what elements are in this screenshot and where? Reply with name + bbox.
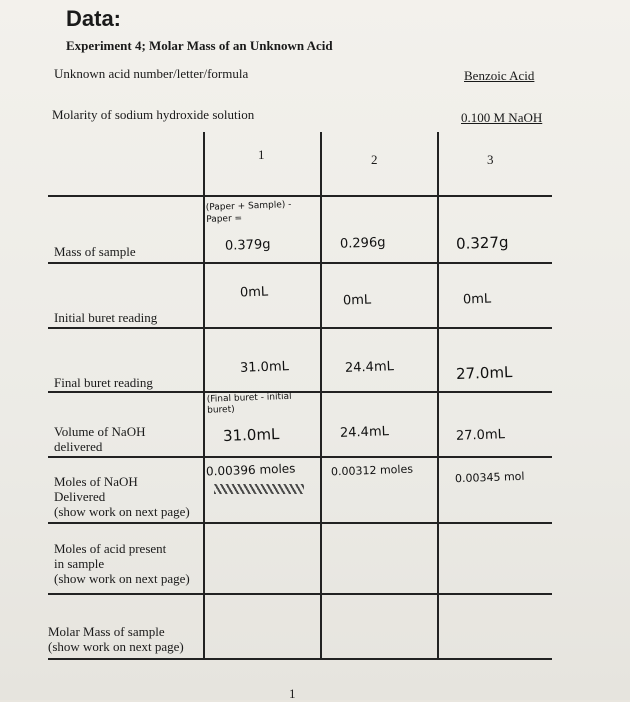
mass-cell-1: 0.379g: [224, 237, 271, 254]
crossed-out-scribble: [214, 484, 304, 494]
volume-note-handwritten: (Final buret - initial buret): [206, 391, 292, 416]
page-number: 1: [289, 686, 296, 701]
table-hline: [48, 262, 552, 264]
table-hline: [48, 327, 552, 329]
molarity-value: 0.100 M NaOH: [461, 110, 543, 125]
row-label-final-buret: Final buret reading: [54, 375, 153, 390]
moles-naoh-cell-2: 0.00312 moles: [330, 462, 414, 479]
table-hline: [48, 456, 552, 458]
mass-cell-2: 0.296g: [339, 235, 386, 252]
unknown-acid-value: Benzoic Acid: [464, 68, 535, 83]
row-label-moles-naoh: Moles of NaOH Delivered (show work on next page): [54, 474, 190, 519]
data-heading: Data:: [66, 6, 122, 31]
table-hline: [48, 522, 552, 524]
molarity-label: Molarity of sodium hydroxide solution: [52, 107, 255, 122]
final-buret-cell-2: 24.4mL: [344, 359, 395, 376]
volume-cell-1: 31.0mL: [222, 425, 280, 445]
row-label-volume: Volume of NaOH delivered: [54, 424, 146, 454]
moles-naoh-cell-1: 0.00396 moles: [205, 461, 296, 479]
volume-cell-2: 24.4mL: [339, 424, 390, 441]
initial-buret-cell-1: 0mL: [239, 284, 269, 301]
moles-naoh-cell-3: 0.00345 mol: [454, 469, 525, 486]
table-hline: [48, 195, 552, 197]
final-buret-cell-1: 31.0mL: [239, 359, 290, 376]
table-vline-2: [320, 132, 322, 660]
table-vline-3: [437, 132, 439, 660]
mass-note-handwritten: (Paper + Sample) - Paper =: [205, 199, 292, 225]
final-buret-cell-3: 27.0mL: [455, 363, 513, 383]
row-label-initial-buret: Initial buret reading: [54, 310, 158, 325]
table-vline-1: [203, 132, 205, 660]
row-label-mass: Mass of sample: [54, 244, 136, 259]
initial-buret-cell-3: 0mL: [462, 291, 492, 308]
table-hline: [48, 658, 552, 660]
volume-cell-3: 27.0mL: [455, 427, 506, 444]
row-label-molar-mass: Molar Mass of sample (show work on next page): [48, 624, 184, 654]
experiment-title: Experiment 4; Molar Mass of an Unknown Acid: [66, 38, 333, 53]
column-header-1: 1: [258, 147, 265, 162]
initial-buret-cell-2: 0mL: [342, 292, 372, 309]
mass-cell-3: 0.327g: [455, 233, 509, 253]
table-hline: [48, 593, 552, 595]
column-header-2: 2: [371, 152, 378, 167]
column-header-3: 3: [487, 152, 494, 167]
row-label-moles-acid: Moles of acid present in sample (show work on next page): [54, 541, 190, 586]
unknown-acid-label: Unknown acid number/letter/formula: [54, 66, 249, 81]
